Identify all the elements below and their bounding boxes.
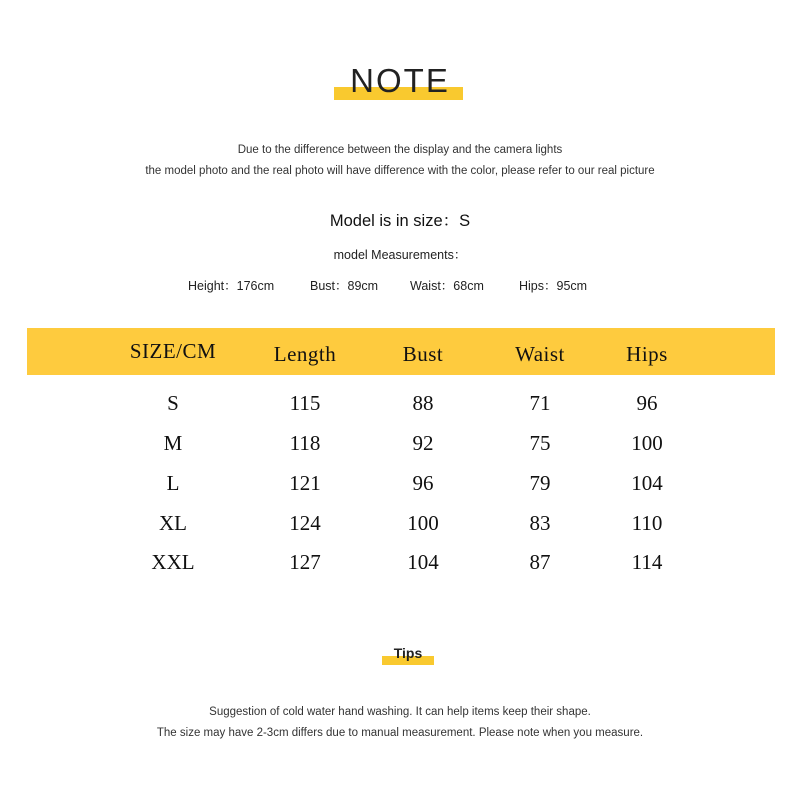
size-table-cell-length: 115 xyxy=(289,391,321,415)
size-table-cell-hips: 100 xyxy=(631,431,663,455)
tips-title: Tips xyxy=(393,645,423,661)
model-waist: Waist：68cm xyxy=(410,279,484,293)
size-table-cell-waist: 79 xyxy=(529,471,551,495)
size-table-cell-size: XL xyxy=(159,511,187,535)
size-table-header-waist: Waist xyxy=(515,342,565,366)
note-title: NOTE xyxy=(350,62,450,99)
model-hips: Hips：95cm xyxy=(519,279,588,293)
size-table-cell-waist: 71 xyxy=(529,391,551,415)
size-table-cell-length: 127 xyxy=(289,550,321,574)
model-measurements-label: model Measurements： xyxy=(333,248,467,262)
model-height: Height：176cm xyxy=(188,279,275,293)
tip-line-2: The size may have 2-3cm differs due to manual measurement. Please note when you measure. xyxy=(156,727,644,739)
size-table-cell-hips: 96 xyxy=(636,391,658,415)
size-table-cell-bust: 92 xyxy=(412,431,434,455)
size-table-cell-size: XXL xyxy=(151,550,195,574)
tip-line-1: Suggestion of cold water hand washing. It can help items keep their shape. xyxy=(209,706,591,718)
size-table-cell-hips: 104 xyxy=(631,471,663,495)
size-table-cell-waist: 83 xyxy=(529,511,551,535)
size-table-header-hips: Hips xyxy=(626,342,668,366)
disclaimer-line-1: Due to the difference between the display and the camera lights xyxy=(237,144,563,156)
size-table-cell-size: L xyxy=(166,471,180,495)
size-table-header-size: SIZE/CM xyxy=(129,339,217,363)
disclaimer-line-2: the model photo and the real photo will have difference with the color, please refer to our real picture xyxy=(145,165,655,177)
size-table-header-length: Length xyxy=(273,342,337,366)
size-table-cell-bust: 88 xyxy=(412,391,434,415)
size-table-cell-size: M xyxy=(163,431,183,455)
size-table-header-bust: Bust xyxy=(402,342,444,366)
size-table-cell-size: S xyxy=(167,391,179,415)
size-table-cell-hips: 114 xyxy=(631,550,663,574)
size-table-cell-bust: 104 xyxy=(407,550,439,574)
size-table-cell-bust: 96 xyxy=(412,471,434,495)
size-table-cell-bust: 100 xyxy=(407,511,439,535)
size-table-cell-length: 121 xyxy=(289,471,321,495)
size-table-cell-length: 118 xyxy=(289,431,321,455)
size-table-cell-hips: 110 xyxy=(631,511,663,535)
size-table-cell-waist: 87 xyxy=(529,550,551,574)
size-table-cell-length: 124 xyxy=(289,511,321,535)
size-table-cell-waist: 75 xyxy=(529,431,551,455)
model-bust: Bust：89cm xyxy=(310,279,379,293)
model-size-text: Model is in size：S xyxy=(329,212,471,230)
